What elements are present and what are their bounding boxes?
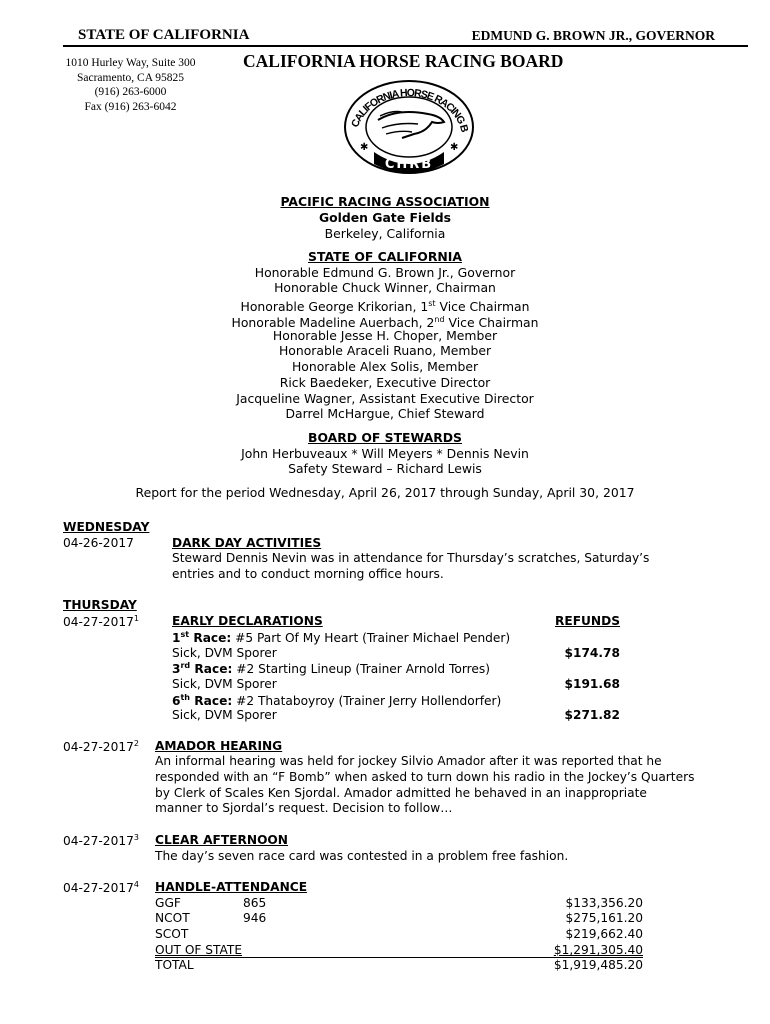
section-title: AMADOR HEARING bbox=[155, 739, 283, 753]
race-reason: Sick, DVM Sporer bbox=[172, 708, 277, 722]
race-reason: Sick, DVM Sporer bbox=[172, 646, 277, 660]
association-name: PACIFIC RACING ASSOCIATION bbox=[280, 194, 490, 209]
handle-label: SCOT bbox=[155, 927, 189, 941]
state-heading: STATE OF CALIFORNIA bbox=[308, 249, 462, 264]
address-block bbox=[48, 56, 213, 114]
official-line: Honorable Chuck Winner, Chairman bbox=[274, 280, 496, 295]
race-line: 6th Race: #2 Thataboyroy (Trainer Jerry Hollendorfer) bbox=[172, 693, 502, 709]
section-title: DARK DAY ACTIVITIES bbox=[172, 536, 322, 550]
official-line: Honorable Jesse H. Choper, Member bbox=[272, 328, 498, 343]
refunds-header: REFUNDS bbox=[555, 614, 621, 628]
handle-label: NCOT bbox=[155, 911, 190, 925]
section-title: EARLY DECLARATIONS bbox=[172, 614, 323, 628]
state-header: STATE OF CALIFORNIA bbox=[78, 27, 250, 43]
logo-ring-text: CALIFORNIA HORSE RACING B bbox=[349, 87, 471, 135]
entry-date: 04-27-2017$^3$ bbox=[63, 833, 139, 849]
handle-label: TOTAL bbox=[155, 958, 194, 972]
handle-amount: $275,161.20 bbox=[565, 911, 643, 925]
address-line: (916) 263-6000 bbox=[94, 86, 167, 98]
report-period: Report for the period Wednesday, April 26, 2017 through Sunday, April 30, 2017 bbox=[135, 485, 635, 500]
track-name: Golden Gate Fields bbox=[318, 210, 452, 225]
official-line: Jacqueline Wagner, Assistant Executive Director bbox=[236, 391, 534, 406]
body-line: The day’s seven race card was contested in a problem free fashion. bbox=[155, 849, 569, 863]
body-line: manner to Sjordal’s request. Decision to follow… bbox=[155, 801, 453, 815]
handle-label: OUT OF STATE bbox=[155, 943, 243, 957]
body-line: by Clerk of Scales Ken Sjordal. Amador admitted he behaved in an inappropriate bbox=[155, 786, 647, 800]
entry-date: 04-27-2017$^4$ bbox=[63, 880, 139, 896]
race-line: 1st Race: #5 Part Of My Heart (Trainer Michael Pender) bbox=[172, 630, 511, 646]
official-line: Honorable George Krikorian, 1st Vice Chairman bbox=[240, 299, 530, 315]
official-line: Honorable Araceli Ruano, Member bbox=[278, 343, 492, 358]
safety-steward: Safety Steward – Richard Lewis bbox=[288, 461, 482, 476]
board-title: CALIFORNIA HORSE RACING BOARD bbox=[243, 51, 564, 71]
address-line: Fax (916) 263-6042 bbox=[84, 100, 177, 113]
official-line: Rick Baedeker, Executive Director bbox=[279, 375, 491, 390]
entry-date: 04-27-2017$^2$ bbox=[63, 739, 139, 755]
body-line: entries and to conduct morning office hours. bbox=[172, 567, 444, 581]
official-line: Honorable Edmund G. Brown Jr., Governor bbox=[254, 265, 516, 280]
address-line: Sacramento, CA 95825 bbox=[77, 71, 184, 84]
race-reason: Sick, DVM Sporer bbox=[172, 677, 277, 691]
handle-amount: $133,356.20 bbox=[565, 896, 643, 910]
day-heading: THURSDAY bbox=[63, 598, 137, 612]
official-line: Honorable Madeline Auerbach, 2nd Vice Chairman bbox=[231, 315, 539, 331]
day-heading: WEDNESDAY bbox=[63, 520, 150, 534]
star-icon: ✱ bbox=[360, 142, 369, 153]
body-line: responded with an “F Bomb” when asked to turn down his radio in the Jockey’s Quarters bbox=[155, 770, 695, 784]
body-line: Steward Dennis Nevin was in attendance for Thursday’s scratches, Saturday’s bbox=[172, 551, 650, 565]
handle-attendance: 946 bbox=[243, 911, 267, 925]
body-line: An informal hearing was held for jockey Silvio Amador after it was reported that he bbox=[155, 754, 662, 768]
refund-amount: $174.78 bbox=[564, 646, 620, 660]
stewards-heading: BOARD OF STEWARDS bbox=[308, 430, 462, 445]
official-line: Darrel McHargue, Chief Steward bbox=[285, 406, 485, 421]
governor-header: EDMUND G. BROWN JR., GOVERNOR bbox=[471, 28, 715, 43]
section-title: CLEAR AFTERNOON bbox=[155, 833, 288, 847]
stewards-names: John Herbuveaux * Will Meyers * Dennis Nevin bbox=[241, 446, 529, 461]
handle-amount: $1,919,485.20 bbox=[553, 958, 643, 972]
handle-amount: $219,662.40 bbox=[565, 927, 643, 941]
handle-label: GGF bbox=[155, 896, 181, 910]
track-location: Berkeley, California bbox=[324, 226, 446, 241]
logo-abbrev: CHRB bbox=[384, 157, 434, 172]
chrb-logo bbox=[340, 72, 478, 174]
official-line: Honorable Alex Solis, Member bbox=[291, 359, 479, 374]
refund-amount: $271.82 bbox=[564, 708, 620, 722]
handle-amount: $1,291,305.40 bbox=[553, 943, 643, 957]
refund-amount: $191.68 bbox=[564, 677, 620, 691]
star-icon: ✱ bbox=[450, 142, 459, 153]
header-rule bbox=[63, 45, 748, 47]
race-line: 3rd Race: #2 Starting Lineup (Trainer Arnold Torres) bbox=[172, 661, 490, 677]
entry-date: 04-27-2017$^1$ bbox=[63, 614, 139, 630]
address-line: 1010 Hurley Way, Suite 300 bbox=[65, 57, 196, 69]
entry-date: 04-26-2017 bbox=[63, 536, 134, 550]
handle-attendance: 865 bbox=[243, 896, 267, 910]
section-title: HANDLE-ATTENDANCE bbox=[155, 880, 308, 894]
handle-row-underlined bbox=[155, 943, 643, 957]
